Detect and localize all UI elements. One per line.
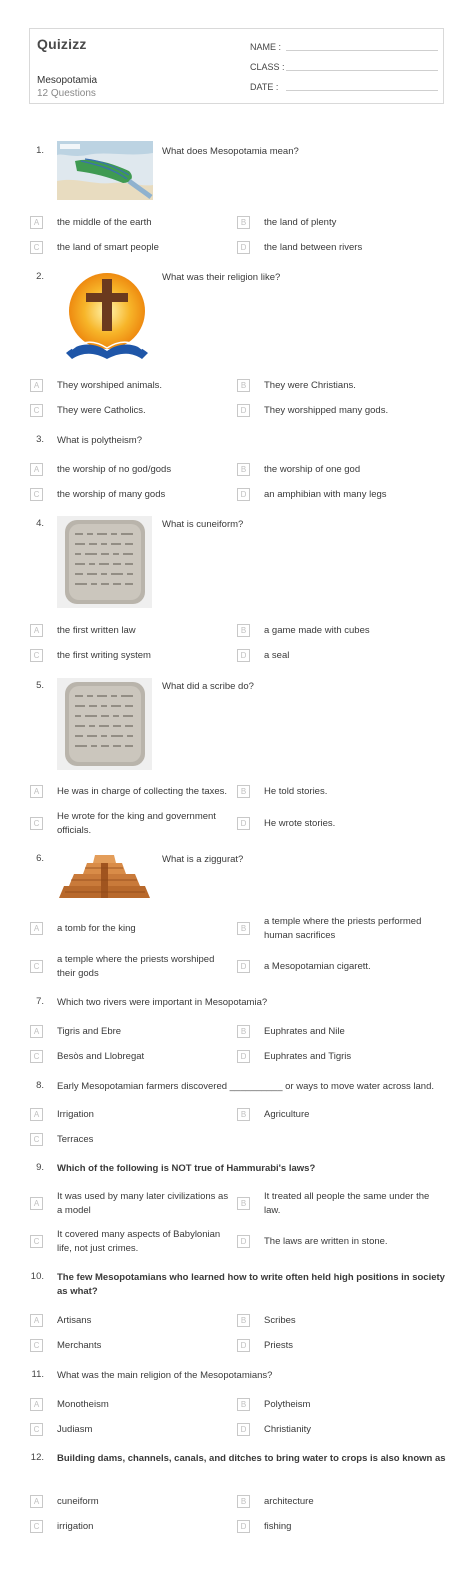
question-number: 3.	[36, 434, 44, 445]
question-number: 5.	[36, 680, 44, 691]
option-letter: B	[237, 1495, 250, 1508]
question-count: 12 Questions	[37, 88, 96, 99]
question-number: 7.	[36, 996, 44, 1007]
option-letter: B	[237, 216, 250, 229]
question-text: Building dams, channels, canals, and ditches to bring water to crops is also known as	[57, 1453, 446, 1464]
option-letter: C	[30, 817, 43, 830]
option-letter: A	[30, 463, 43, 476]
option-letter: D	[237, 649, 250, 662]
question-number: 1.	[36, 145, 44, 156]
name-field: NAME :	[250, 42, 438, 52]
option-letter: B	[237, 1314, 250, 1327]
option-letter: C	[30, 488, 43, 501]
option-letter: D	[237, 1235, 250, 1248]
option-letter: D	[237, 404, 250, 417]
question-text: What does Mesopotamia mean?	[162, 146, 299, 157]
question-text: What is cuneiform?	[162, 519, 244, 530]
option-letter: D	[237, 960, 250, 973]
question-number: 2.	[36, 271, 44, 282]
question-text: The few Mesopotamians who learned how to write often held high positions in society as what?	[57, 1272, 445, 1297]
question-text: Which of the following is NOT true of Hammurabi's laws?	[57, 1163, 316, 1174]
option-letter: B	[237, 922, 250, 935]
option-letter: C	[30, 404, 43, 417]
option-letter: A	[30, 1108, 43, 1121]
option-letter: C	[30, 1520, 43, 1533]
option-letter: D	[237, 1050, 250, 1063]
date-field: DATE :	[250, 82, 438, 92]
question-number: 9.	[36, 1162, 44, 1173]
question-number: 12.	[30, 1452, 44, 1463]
option-letter: B	[237, 463, 250, 476]
quizizz-logo: Quizizz	[37, 36, 87, 52]
worksheet-header	[29, 28, 444, 104]
cross-and-bible-image	[62, 271, 152, 363]
ziggurat-image	[57, 850, 152, 902]
option-letter: B	[237, 1108, 250, 1121]
question-text: What is polytheism?	[57, 435, 143, 446]
option-letter: A	[30, 216, 43, 229]
question-number: 11.	[31, 1369, 44, 1380]
question-text: What did a scribe do?	[162, 681, 254, 692]
class-field: CLASS :	[250, 62, 438, 72]
question-number: 4.	[36, 518, 44, 529]
cuneiform-tablet-image	[57, 678, 152, 770]
option-letter: B	[237, 379, 250, 392]
question-text: What is a ziggurat?	[162, 854, 244, 865]
quiz-title: Mesopotamia	[37, 75, 98, 86]
option-letter: D	[237, 241, 250, 254]
option-letter: C	[30, 960, 43, 973]
option-letter: A	[30, 1025, 43, 1038]
option-letter: B	[237, 1025, 250, 1038]
mesopotamia-map-image	[57, 141, 153, 200]
option-letter: B	[237, 624, 250, 637]
option-letter: A	[30, 785, 43, 798]
option-letter: B	[237, 1197, 250, 1210]
option-letter: A	[30, 1495, 43, 1508]
option-letter: A	[30, 1314, 43, 1327]
option-letter: B	[237, 785, 250, 798]
option-letter: D	[237, 1339, 250, 1352]
option-letter: D	[237, 488, 250, 501]
option-letter: A	[30, 624, 43, 637]
question-number: 8.	[36, 1080, 44, 1091]
option-letter: A	[30, 922, 43, 935]
question-number: 10.	[30, 1271, 44, 1282]
option-letter: D	[237, 817, 250, 830]
option-letter: A	[30, 1398, 43, 1411]
option-letter: B	[237, 1398, 250, 1411]
option-letter: C	[30, 1050, 43, 1063]
question-number: 6.	[36, 853, 44, 864]
option-letter: D	[237, 1423, 250, 1436]
cuneiform-tablet-image	[57, 516, 152, 608]
option-letter: C	[30, 1235, 43, 1248]
option-letter: C	[30, 649, 43, 662]
option-letter: A	[30, 379, 43, 392]
question-text: Which two rivers were important in Mesopotamia?	[57, 997, 268, 1008]
option-letter: C	[30, 1423, 43, 1436]
option-letter: C	[30, 1133, 43, 1146]
question-text: Early Mesopotamian farmers discovered __________ or ways to move water across land.	[57, 1081, 435, 1092]
option-letter: C	[30, 1339, 43, 1352]
option-letter: C	[30, 241, 43, 254]
option-letter: A	[30, 1197, 43, 1210]
question-text: What was their religion like?	[162, 272, 281, 283]
option-letter: D	[237, 1520, 250, 1533]
question-text: What was the main religion of the Mesopotamians?	[57, 1370, 273, 1381]
